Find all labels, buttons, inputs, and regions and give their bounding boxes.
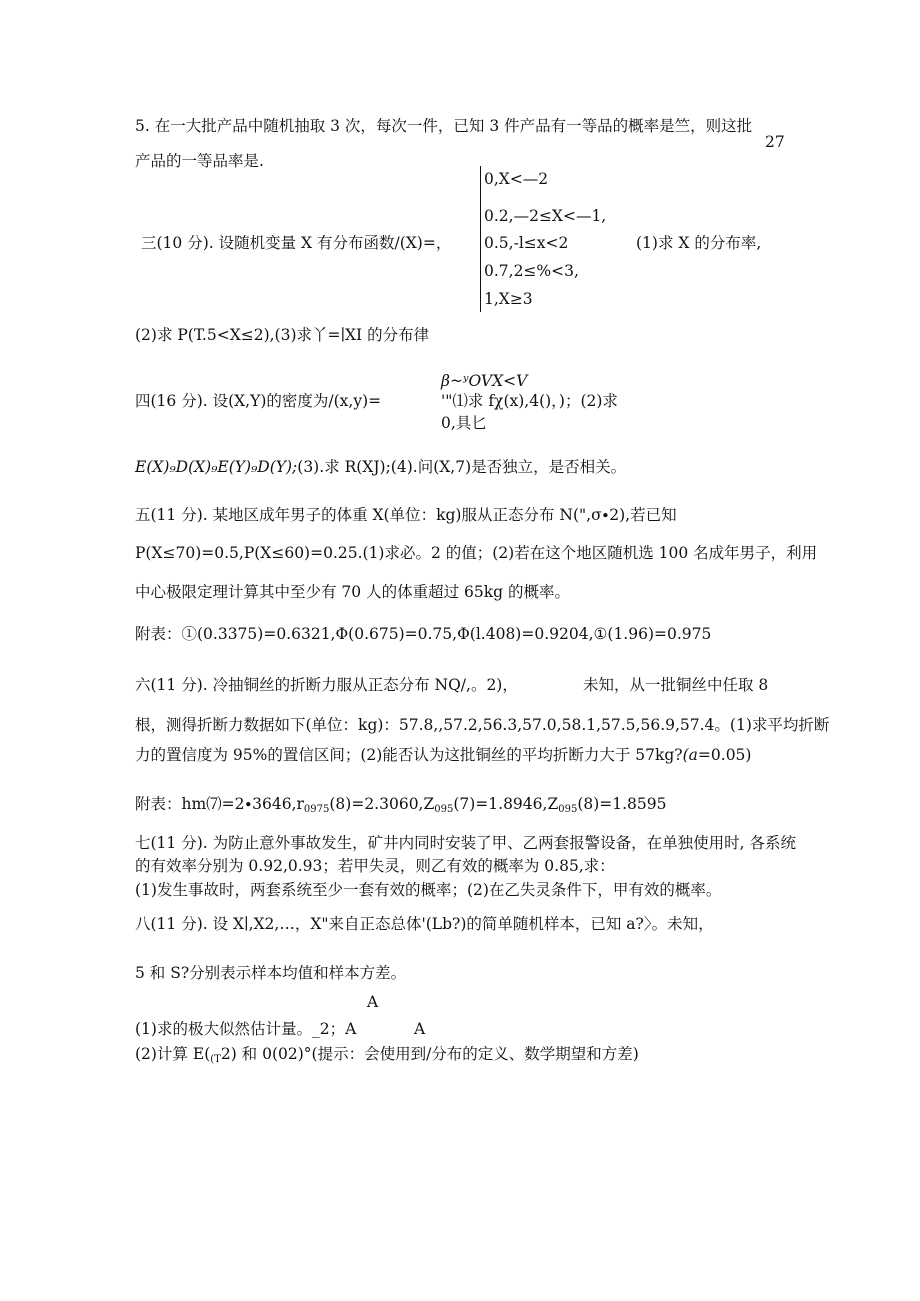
q8-line4b: 2) 和 0(02)°(提示：会使用到/分布的定义、数学期望和方差) [220,1045,639,1063]
q5b-line2: P(X≤70)=0.5,P(X≤60)=0.25.(1)求必。2 的值；(2)若在这个地区随机选 100 名成年男子，利用 [135,544,818,562]
q6-line3c: =0.05) [697,746,752,764]
q6-sub2: 095 [434,804,454,815]
q8-line4-sub: (T [210,1054,221,1065]
q8-line1: 八(11 分). 设 X∣,X2,…，X"来自正态总体'(Lb?)的简单随机样本，已知 a?〉。未知， [135,915,714,933]
piecewise-case-4: 0.7,2≤%<3, [484,262,579,280]
q6-table-a: 附表：hm⑺=2∙3646,r [135,795,304,813]
q5b-line1: 五(11 分). 某地区成年男子的体重 X(单位：kg)服从正态分布 N(",σ∙2),若已知 [135,506,677,524]
q6-table-b: (8)=2.3060,Z [329,795,435,813]
q6-line2: 根，测得折断力数据如下(单位：kg)：57.8,,57.2,56.3,57.0,58.1,57.5,56.9,57.4。(1)求平均折断 [135,716,830,734]
q5-line2: 产品的一等品率是. [135,152,264,170]
q6-table-d: (8)=1.8595 [577,795,667,813]
q8-line3: (1)求的极大似然估计量。_2；A [135,1020,357,1038]
q6-alpha: (a [682,746,698,764]
piecewise-case-3: 0.5,-l≤x<2 [484,234,569,252]
q7-line2: 的有效率分别为 0.92,0.93；若甲失灵，则乙有效的概率为 0.85,求： [135,857,615,875]
q8-line4 [135,1045,639,1066]
q6-sub1: 0975 [303,804,330,815]
piecewise-case-5: 1,X≥3 [484,290,533,308]
q4-density-bottom: 0,具匕 [441,414,487,432]
piecewise-case-2: 0.2,—2≤X<—1, [484,207,607,225]
q8-hat: A [367,993,379,1011]
q8-line4a: (2)计算 E( [135,1045,211,1063]
q4-density-mid: '"⑴求 fχ(x),4()，)；(2)求 [441,392,618,410]
q4-line2 [135,458,626,477]
q4-moments: E(X)₉D(X)₉E(Y)₉D(Y); [135,458,298,476]
q6-line1a: 六(11 分). 冷抽铜丝的折断力服从正态分布 NQ/,。2)， [135,676,518,694]
q6-table-c: (7)=1.8946,Z [453,795,559,813]
q6-table [135,795,667,816]
q6-line1b: 未知，从一批铜丝中任取 8 [583,676,769,694]
q5b-line3: 中心极限定理计算其中至少有 70 人的体重超过 65kg 的概率。 [135,583,570,601]
q8-line3b: A [414,1020,426,1038]
q7-line3: (1)发生事故时，两套系统至少一套有效的概率；(2)在乙失灵条件下，甲有效的概率。 [135,881,722,899]
piecewise-brace [480,166,481,312]
q6-line3a: 力的置信度为 95%的置信区间；(2)能否认为这批铜丝的平均折断力大于 57kg? [135,746,683,764]
q4-density-top: β~ʸOVX<V [441,372,528,390]
q7-line1: 七(11 分). 为防止意外事故发生，矿井内同时安装了甲、乙两套报警设备，在单独使用时, 各系统 [135,834,796,852]
q5-line1: 5. 在一大批产品中随机抽取 3 次，每次一件，已知 3 件产品有一等品的概率是竺，则这批 [135,117,753,135]
margin-number: 27 [765,133,785,151]
q6-line3 [135,746,751,765]
q5b-table: 附表：①(0.3375)=0.6321,Φ(0.675)=0.75,Φ(l.408)=0.9204,①(1.96)=0.975 [135,625,712,643]
q3-part2: (2)求 P(T.5<X≤2),(3)求丫=∣XI 的分布律 [135,326,430,344]
q8-line2: 5 和 S?分别表示样本均值和样本方差。 [135,964,407,982]
q3-label: 三(10 分). 设随机变量 X 有分布函数/(X)=， [141,234,452,252]
q4-line2-rest: (3).求 R(XJ);(4).问(X,7)是否独立，是否相关。 [297,458,627,476]
q3-part1: (1)求 X 的分布率, [636,234,762,252]
piecewise-case-1: 0,X<—2 [484,170,549,188]
q4-label: 四(16 分). 设(X,Y)的密度为/(x,y)= [135,392,382,410]
q6-sub3: 095 [558,804,578,815]
